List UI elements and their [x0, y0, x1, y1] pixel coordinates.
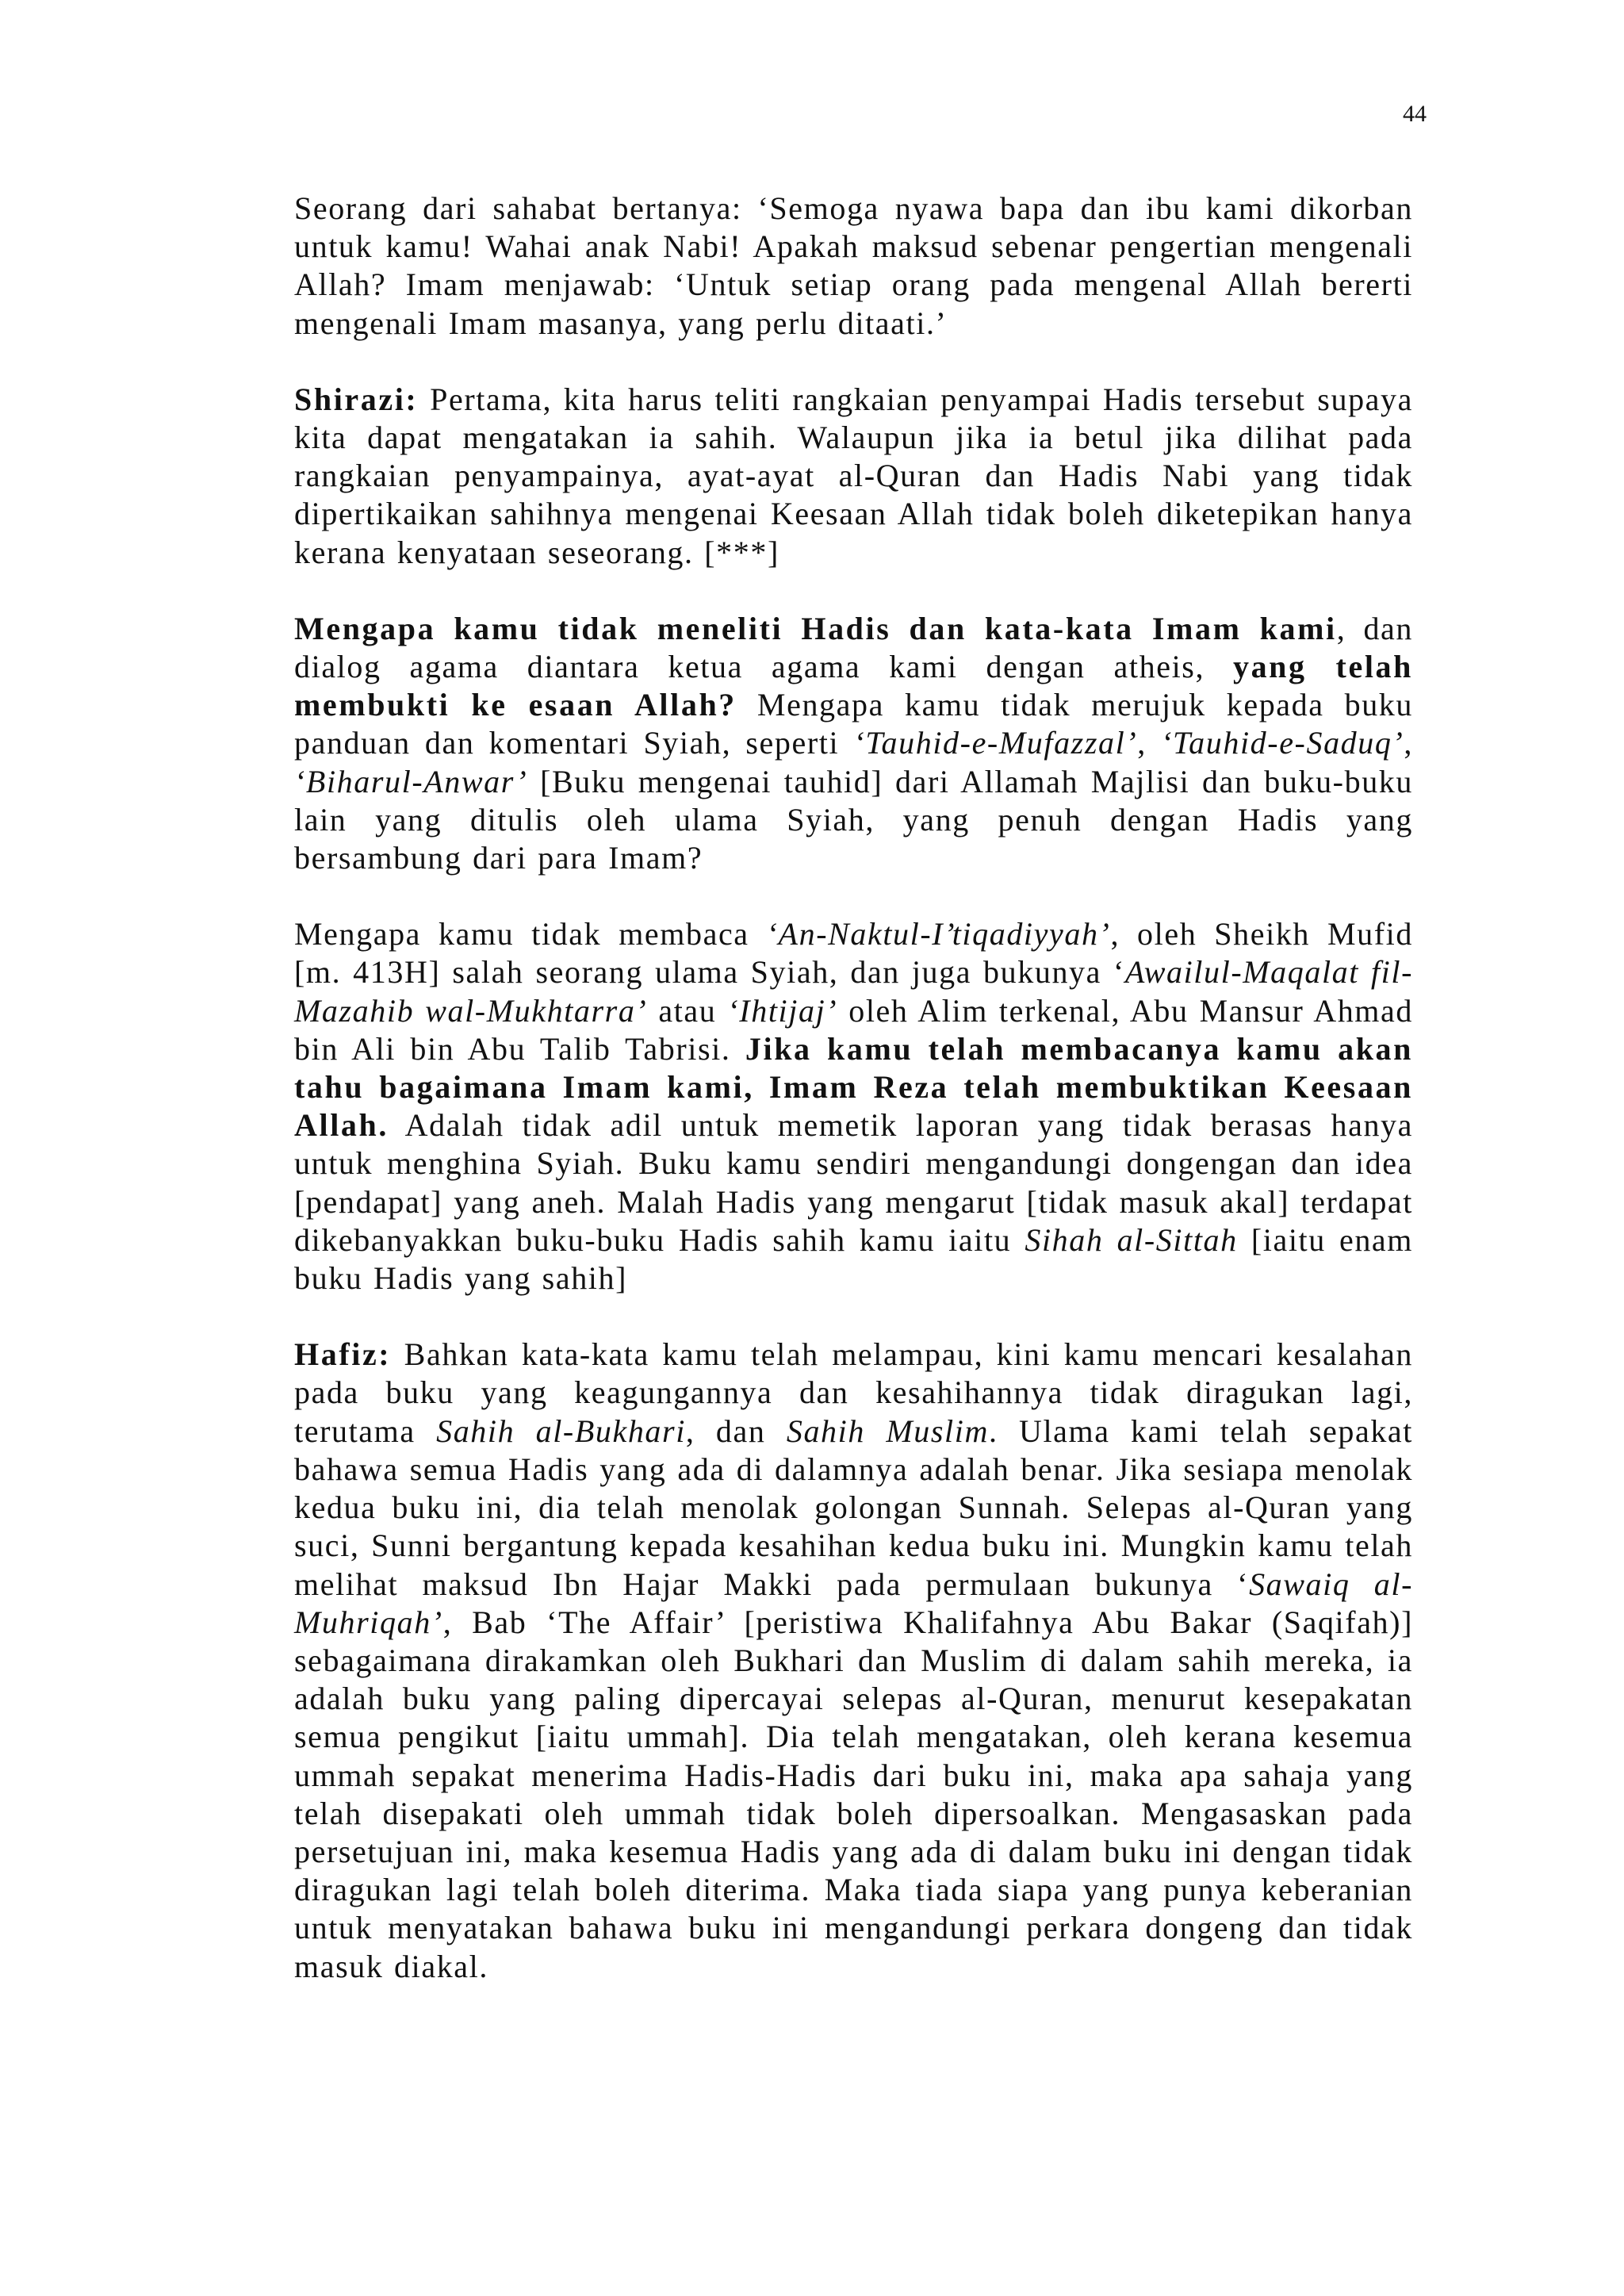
bold-text: Jika kamu telah membacanya kamu akan tahu bagaimana Imam kami, Imam Reza telah membuktikan Keesaan Allah. [294, 1030, 1413, 1144]
text-segment: Mengapa kamu tidak merujuk kepada buku panduan dan komentari Syiah, seperti [294, 687, 1414, 761]
speaker-label-hafiz: Hafiz: [294, 1336, 392, 1373]
text-segment: atau [647, 992, 728, 1029]
body-text [294, 190, 1413, 1986]
book-title: Sahih Muslim [786, 1412, 989, 1449]
paragraph-5 [294, 1336, 1413, 1985]
text-segment: oleh Alim terkenal, Abu Mansur Ahmad bin Ali bin Abu Talib Tabrisi. [294, 992, 1413, 1067]
text-segment: , dan dialog agama diantara ketua agama kami dengan atheis, [294, 610, 1413, 685]
bold-text: yang telah membukti ke esaan Allah? [294, 649, 1413, 723]
paragraph-1 [294, 190, 1413, 343]
book-title: Sihah al-Sittah [1025, 1221, 1238, 1258]
paragraph-2 [294, 381, 1413, 572]
text-segment: , Bab ‘The Affair’ [peristiwa Khalifahnya Abu Bakar (Saqifah)] sebagaimana dirakamkan oleh Bukhari dan Muslim di dalam sahih mereka, ia adalah buku yang paling dipercayai selepas al-Quran, menurut kesepakatan semua pengikut [iaitu ummah]. Dia telah mengatakan, oleh kerana kesemua ummah sepakat menerima Hadis-Hadis dari buku ini, maka apa sahaja yang telah disepakati oleh ummah tidak boleh dipersoalkan. Mengasaskan pada persetujuan ini, maka kesemua Hadis yang ada di dalam buku ini dengan tidak diragukan lagi telah boleh diterima. Maka tiada siapa yang punya keberanian untuk menyatakan bahawa buku ini mengandungi perkara dongeng dan tidak masuk diakal. [294, 1604, 1413, 1984]
bold-text: Mengapa kamu tidak meneliti Hadis dan kata-kata Imam kami [294, 610, 1337, 646]
text-segment: Mengapa kamu tidak membaca [294, 916, 767, 953]
book-title: Awailul-Maqalat fil-Mazahib wal-Mukhtarra’ [294, 954, 1413, 1029]
speaker-label-shirazi: Shirazi: [294, 381, 419, 417]
text-segment: , dan [685, 1412, 787, 1449]
page-number: 44 [1403, 101, 1427, 127]
text-segment: , [1404, 725, 1413, 761]
paragraph-3 [294, 610, 1413, 877]
book-title: Sawaiq al-Muhriqah’ [294, 1566, 1413, 1640]
text-segment: Pertama, kita harus teliti rangkaian penyampai Hadis tersebut supaya kita dapat mengatakan ia sahih. Walaupun jika ia betul jika dilihat pada rangkaian penyampainya, ayat-ayat al-Quran dan Hadis Nabi yang tidak dipertikaikan sahihnya mengenai Keesaan Allah tidak boleh diketepikan hanya kerana kenyataan seseorang. [***] [294, 381, 1413, 570]
book-title: ‘An-Naktul-I’tiqadiyyah’ [766, 916, 1111, 953]
book-title: Sahih al-Bukhari [436, 1412, 686, 1449]
book-title: ‘Tauhid-e-Saduq’ [1161, 725, 1404, 761]
text-segment: Bahkan kata-kata kamu telah melampau, kini kamu mencari kesalahan pada buku yang keagungannya dan kesahihannya tidak diragukan lagi, terutama [294, 1336, 1413, 1449]
text-segment: . Ulama kami telah sepakat bahawa semua Hadis yang ada di dalamnya adalah benar. Jika sesiapa menolak kedua buku ini, dia telah menolak golongan Sunnah. Selepas al-Quran yang suci, Sunni bergantung kepada kesahihan kedua buku ini. Mungkin kamu telah melihat maksud Ibn Hajar Makki pada permulaan bukunya ‘ [294, 1412, 1413, 1602]
paragraph-4 [294, 915, 1413, 1297]
book-title: ‘Tauhid-e-Mufazzal’ [853, 725, 1138, 761]
text-segment: , [1137, 725, 1162, 761]
text-segment: , oleh Sheikh Mufid [m. 413H] salah seorang ulama Syiah, dan juga bukunya ‘ [294, 916, 1413, 991]
book-title: ‘Biharul-Anwar’ [294, 763, 528, 799]
book-title: ‘Ihtijaj’ [727, 992, 838, 1029]
text-segment: Seorang dari sahabat bertanya: ‘Semoga nyawa bapa dan ibu kami dikorban untuk kamu! Wahai anak Nabi! Apakah maksud sebenar pengertian mengenali Allah? Imam menjawab: ‘Untuk setiap orang pada mengenal Allah bererti mengenali Imam masanya, yang perlu ditaati.’ [294, 190, 1413, 341]
text-segment: [iaitu enam buku Hadis yang sahih] [294, 1221, 1413, 1297]
text-segment: Adalah tidak adil untuk memetik laporan yang tidak berasas hanya untuk menghina Syiah. Buku kamu sendiri mengandungi dongengan dan idea [pendapat] yang aneh. Malah Hadis yang mengarut [tidak masuk akal] terdapat dikebanyakkan buku-buku Hadis sahih kamu iaitu [294, 1107, 1413, 1258]
text-segment: [Buku mengenai tauhid] dari Allamah Majlisi dan buku-buku lain yang ditulis oleh ulama Syiah, yang penuh dengan Hadis yang bersambung dari para Imam? [294, 763, 1413, 876]
